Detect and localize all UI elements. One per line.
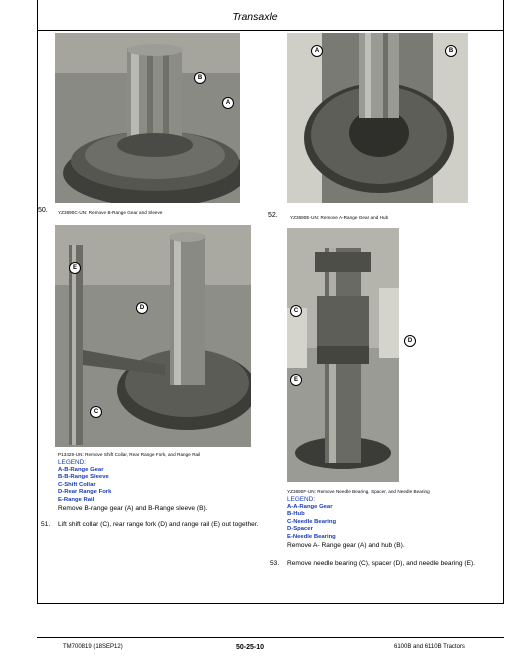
figure-caption-52: YZ3690E-UN: Remove A-Range Gear and Hub: [290, 215, 389, 220]
callout-b-fig50: B: [194, 72, 206, 84]
step-text-53: Remove needle bearing (C), spacer (D), and needle bearing (E).: [287, 560, 476, 567]
legend-item: C-Shift Collar: [58, 481, 96, 488]
figure-caption-50: YZ3690C-UN: Remove B-Range Gear and Sleeve: [58, 210, 163, 215]
photo-b-range-gear: [55, 33, 240, 203]
figure-caption-51: P13429-UN: Remove Shift Collar, Rear Range Fork, and Range Rail: [58, 452, 201, 457]
footer-page-number: 50-25-10: [236, 644, 265, 651]
step-number-51: 51.: [41, 521, 51, 528]
figure-number-50: 50.: [38, 207, 48, 214]
callout-e-fig53: E: [290, 374, 302, 386]
legend-item: A-A-Range Gear: [287, 504, 333, 510]
callout-e-fig51: E: [69, 262, 81, 274]
legend-heading-53: LEGEND:: [287, 496, 316, 503]
legend-item: A-B-Range Gear: [58, 467, 104, 473]
legend-heading-51: LEGEND:: [58, 459, 87, 466]
footer-rule: [37, 637, 504, 638]
footer-doc-id: TM700819 (18SEP12): [63, 644, 123, 650]
legend-item: E-Range Rail: [58, 496, 95, 503]
figure-number-52: 52.: [268, 212, 278, 219]
instruction-50: Remove B-range gear (A) and B-Range sleeve (B).: [58, 505, 208, 512]
callout-c-fig53: C: [290, 305, 302, 317]
legend-list-51: [58, 467, 111, 504]
legend-item: B-Hub: [287, 511, 305, 518]
callout-d-fig51: D: [136, 302, 148, 314]
callout-b-fig52: B: [445, 45, 457, 57]
legend-item: D-Rear Range Fork: [58, 489, 112, 496]
step-text-51: Lift shift collar (C), rear range fork (D) and range rail (E) out together.: [58, 521, 259, 528]
photo-needle-bearing: [287, 228, 399, 482]
page-title: Transaxle: [232, 11, 278, 23]
callout-a-fig50: A: [222, 97, 234, 109]
callout-a-fig52: A: [311, 45, 323, 57]
figure-caption-53: YZ3690F-UN: Remove Needle Bearing, Spacer, and Needle Bearing: [287, 489, 430, 494]
photo-shift-collar: [55, 225, 251, 447]
step-number-53: 53.: [270, 560, 280, 567]
footer-product: 6100B and 6110B Tractors: [394, 644, 465, 650]
legend-item: D-Spacer: [287, 526, 313, 533]
instruction-52: Remove A- Range gear (A) and hub (B).: [287, 542, 405, 549]
callout-c-fig51: C: [90, 406, 102, 418]
legend-item: C-Needle Bearing: [287, 518, 337, 525]
legend-list-53: [287, 504, 336, 541]
photo-a-range-gear: [287, 33, 468, 203]
legend-item: B-B-Range Sleeve: [58, 474, 109, 481]
callout-d-fig53: D: [404, 335, 416, 347]
legend-item: E-Needle Bearing: [287, 533, 336, 540]
